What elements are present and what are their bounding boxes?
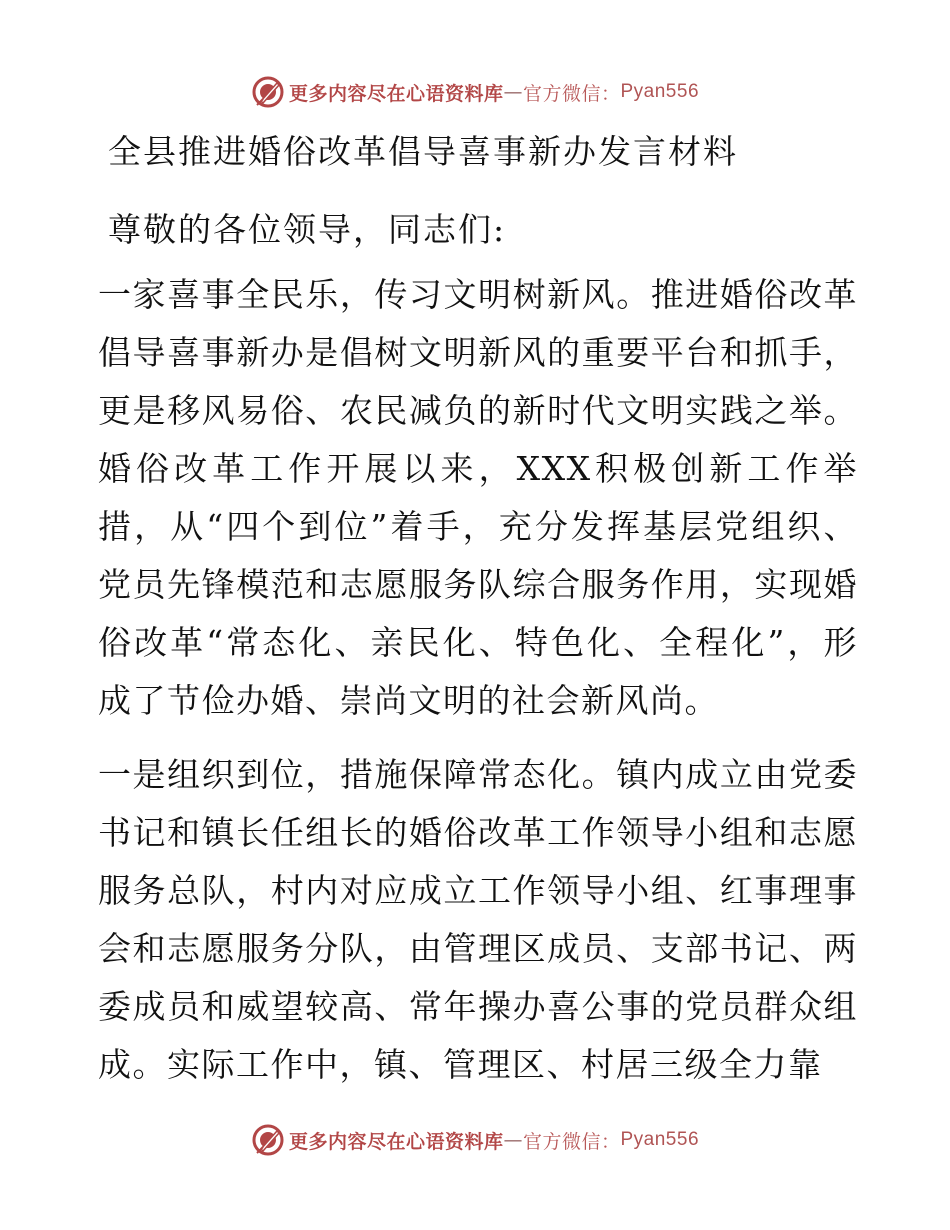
- quill-logo-icon: [251, 1123, 285, 1157]
- paragraph-organization: 一是组织到位，措施保障常态化。镇内成立由党委书记和镇长任组长的婚俗改革工作领导小组和志愿服务总队，村内对应成立工作领导小组、红事理事会和志愿服务分队，由管理区成员、支部书记、两委成员和威望较高、常年操办喜公事的党员群众组成。实际工作中，镇、管理区、村居三级全力靠: [98, 755, 858, 1084]
- banner-wechat-id: Pyan556: [620, 81, 700, 102]
- banner-wechat-label: 官方微信：: [522, 1130, 621, 1153]
- banner-wechat-label: 官方微信：: [522, 82, 621, 105]
- banner-separator: —: [503, 1129, 523, 1151]
- banner-separator: —: [503, 81, 523, 103]
- greeting: 尊敬的各位领导，同志们:: [108, 210, 507, 249]
- quill-logo-icon: [251, 75, 285, 109]
- banner-wechat-id: Pyan556: [620, 1129, 700, 1150]
- footer-watermark-banner: [0, 1120, 950, 1160]
- banner-brand-text: 更多内容尽在心语资料库: [288, 1130, 504, 1153]
- banner-brand-text: 更多内容尽在心语资料库: [288, 82, 504, 105]
- header-watermark-banner: [0, 72, 950, 112]
- document-title: 全县推进婚俗改革倡导喜事新办发言材料: [108, 132, 738, 171]
- paragraph-intro: 一家喜事全民乐，传习文明树新风。推进婚俗改革倡导喜事新办是倡树文明新风的重要平台和抓手，更是移风易俗、农民减负的新时代文明实践之举。婚俗改革工作开展以来，XXX积极创新工作举措，从“四个到位”着手，充分发挥基层党组织、党员先锋模范和志愿服务队综合服务作用，实现婚俗改革“常态化、亲民化、特色化、全程化”，形成了节俭办婚、崇尚文明的社会新风尚。: [98, 275, 858, 720]
